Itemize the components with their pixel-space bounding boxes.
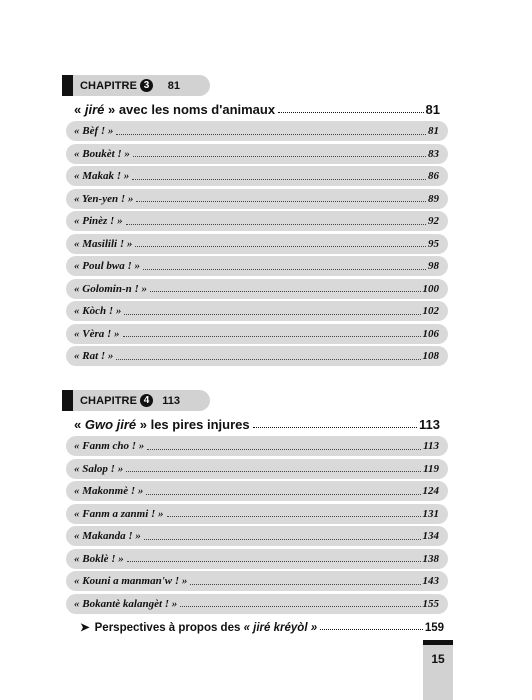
leader-dots [190,578,420,585]
toc-entry-page: 102 [422,305,439,317]
chapter-page: 113 [162,394,180,407]
leader-dots [116,128,426,135]
page-number-tab [423,640,453,700]
toc-entry-title: « Makak ! » [74,170,130,182]
toc-entry[interactable] [66,481,448,501]
leader-dots [167,510,421,517]
chapter-number-badge: 4 [140,394,153,407]
chapter-4-section-title[interactable] [74,412,440,432]
toc-entry-page: 131 [422,507,439,520]
toc-entry-title: « Bokantè kalangèt ! » [74,597,178,610]
leader-dots [147,443,421,450]
toc-entry-page: 86 [428,170,439,182]
leader-dots [320,629,423,630]
toc-entry[interactable] [66,189,448,209]
toc-entry-title: « Rat ! » [74,350,114,362]
toc-entry-title: « Yen-yen ! » [74,192,134,205]
toc-entry-page: 143 [422,575,439,587]
toc-entry-page: 106 [422,327,439,340]
toc-entry[interactable] [66,436,448,456]
leader-dots [133,150,426,157]
page-tab-bar [423,640,453,645]
leader-dots [127,555,421,562]
perspectives-page: 159 [424,622,444,634]
page-number: 15 [431,652,445,666]
toc-entry-title: « Fanm a zanmi ! » [74,507,164,520]
toc-entry-title: « Makonmè ! » [74,485,144,497]
chapter-number-badge: 3 [140,79,153,92]
toc-entry[interactable] [66,549,448,569]
toc-entry-page: 89 [428,192,439,205]
toc-entry-page: 98 [428,260,439,272]
toc-entry[interactable] [66,234,448,254]
toc-entry-title: « Salop ! » [74,462,124,475]
leader-dots [126,218,426,225]
toc-entry-page: 83 [428,147,439,160]
chapter-page: 81 [167,79,180,92]
chapter-marker-bar [62,390,73,411]
chapter-4-header [62,390,210,411]
toc-entry-title: « Fanm cho ! » [74,440,145,452]
perspectives-entry[interactable] [80,616,444,634]
leader-dots [143,263,426,270]
toc-entry-page: 113 [423,440,439,452]
toc-entry[interactable] [66,504,448,524]
chapter-marker-bar [62,75,73,96]
toc-entry-title: « Boukèt ! » [74,147,130,160]
toc-entry[interactable] [66,211,448,231]
toc-entry-title: « Pinèz ! » [74,215,123,227]
toc-entry[interactable] [66,256,448,276]
section-page: 81 [425,102,440,117]
toc-entry-page: 92 [428,215,439,227]
leader-dots [124,308,420,315]
leader-dots [126,465,421,472]
chapter-label: CHAPITRE [80,394,138,407]
leader-dots [278,112,423,113]
toc-entry-title: « Makanda ! » [74,530,141,542]
toc-entry[interactable] [66,324,448,344]
toc-entry-title: « Masilili ! » [74,237,133,250]
toc-entry[interactable] [66,346,448,366]
leader-dots [135,240,426,247]
chapter-3-section-title[interactable] [74,97,440,117]
toc-entry[interactable] [66,459,448,479]
leader-dots [180,600,420,607]
toc-entry-page: 134 [422,530,439,542]
toc-entry-page: 155 [422,597,439,610]
section-page: 113 [419,417,440,432]
toc-entry-page: 81 [428,125,439,137]
toc-entry-title: « Golomin-n ! » [74,282,148,295]
section-title-text: « Gwo jiré » les pires injures [74,417,250,432]
toc-entry[interactable] [66,144,448,164]
leader-dots [253,427,417,428]
toc-entry-title: « Kòch ! » [74,305,122,317]
leader-dots [123,330,421,337]
toc-entry[interactable] [66,166,448,186]
chapter-3-header [62,75,210,96]
leader-dots [150,285,420,292]
toc-entry[interactable] [66,121,448,141]
leader-dots [116,353,420,360]
toc-entry-title: « Kouni a manman'w ! » [74,575,188,587]
toc-entry-page: 138 [422,552,439,565]
toc-entry[interactable] [66,279,448,299]
toc-entry-title: « Bèf ! » [74,125,114,137]
leader-dots [136,195,426,202]
toc-entry[interactable] [66,594,448,614]
toc-entry-page: 95 [428,237,439,250]
toc-entry[interactable] [66,571,448,591]
toc-entry-title: « Poul bwa ! » [74,260,141,272]
toc-entry[interactable] [66,526,448,546]
leader-dots [144,533,421,540]
chapter-label: CHAPITRE [80,79,138,92]
perspectives-text: Perspectives à propos des « jiré kréyòl » [94,622,318,634]
toc-entry-page: 108 [422,350,439,362]
toc-entry-title: « Vèra ! » [74,327,120,340]
arrow-icon: ➤ [80,622,90,634]
leader-dots [146,488,420,495]
toc-entry[interactable] [66,301,448,321]
toc-entry-page: 124 [422,485,439,497]
toc-entry-page: 119 [423,462,439,475]
toc-entry-page: 100 [422,282,439,295]
toc-entry-title: « Boklè ! » [74,552,124,565]
leader-dots [132,173,426,180]
section-title-text: « jiré » avec les noms d'animaux [74,102,276,117]
